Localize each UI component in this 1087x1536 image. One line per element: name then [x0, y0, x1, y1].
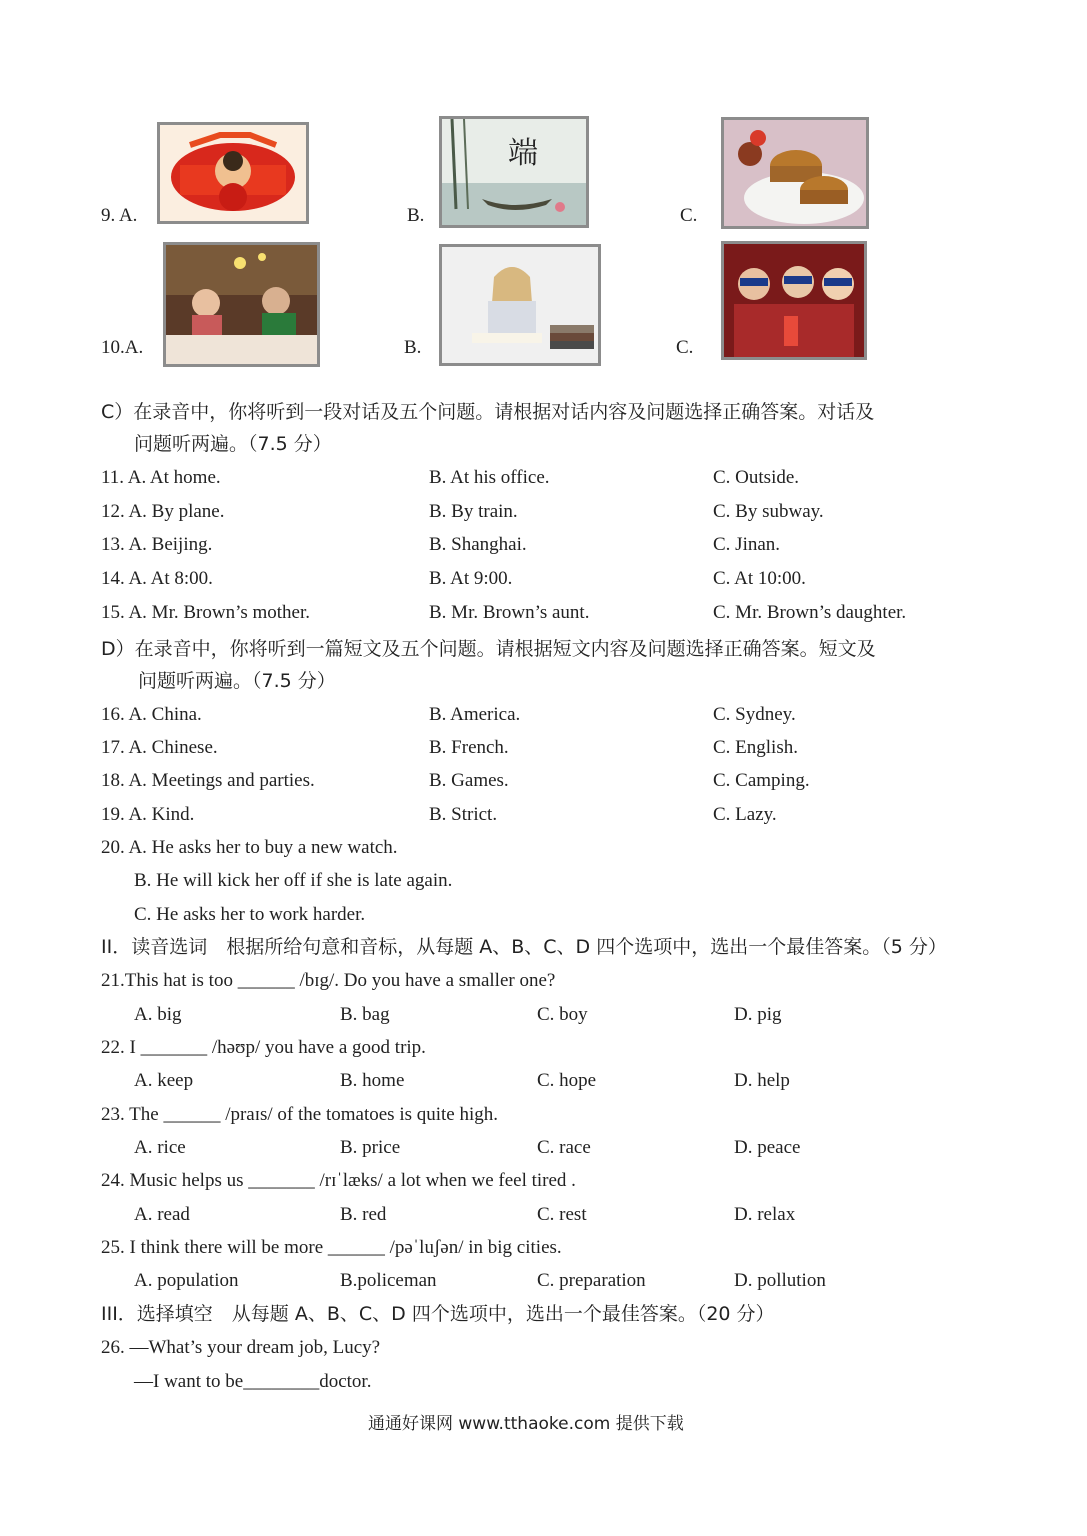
q13-option-a: 13. A. Beijing. [101, 534, 213, 555]
cinema-3d-image [721, 241, 867, 360]
section-d-instruction-cont: 问题听两遍。（7.5 分） [138, 670, 336, 692]
q21-option-c: C. boy [537, 1004, 588, 1025]
q15-option-b: B. Mr. Brown’s aunt. [429, 602, 590, 623]
q21-question: 21.This hat is too ______ /bɪg/. Do you have a smaller one? [101, 970, 556, 991]
q25-option-a: A. population [134, 1270, 239, 1291]
q20-option-b: B. He will kick her off if she is late again. [134, 870, 453, 891]
mooncake-image [721, 117, 869, 229]
spring-festival-image [157, 122, 309, 224]
q22-option-c: C. hope [537, 1070, 597, 1091]
q23-option-b: B. price [340, 1137, 401, 1158]
q11-option-a: 11. A. At home. [101, 467, 221, 488]
q9-option-b-label: B. [407, 205, 425, 226]
q17-option-a: 17. A. Chinese. [101, 737, 218, 758]
section-3-title: III．选择填空 从每题 A、B、C、D 四个选项中，选出一个最佳答案。（20 分） [101, 1303, 775, 1325]
q13-option-c: C. Jinan. [713, 534, 781, 555]
q20-option-a: 20. A. He asks her to buy a new watch. [101, 837, 398, 858]
q23-question: 23. The ______ /praɪs/ of the tomatoes is quite high. [101, 1104, 499, 1125]
q23-option-c: C. race [537, 1137, 591, 1158]
q9-option-c-label: C. [680, 205, 698, 226]
q25-option-c: C. preparation [537, 1270, 646, 1291]
q10-option-c-label: C. [676, 337, 694, 358]
q14-option-b: B. At 9:00. [429, 568, 513, 589]
q22-option-a: A. keep [134, 1070, 194, 1091]
q25-option-b: B.policeman [340, 1270, 437, 1291]
q22-option-b: B. home [340, 1070, 405, 1091]
q16-option-c: C. Sydney. [713, 704, 796, 725]
q24-option-b: B. red [340, 1204, 387, 1225]
q18-option-c: C. Camping. [713, 770, 810, 791]
q16-option-a: 16. A. China. [101, 704, 202, 725]
q11-option-c: C. Outside. [713, 467, 800, 488]
family-dinner-image [163, 242, 320, 367]
q24-option-c: C. rest [537, 1204, 587, 1225]
q22-question: 22. I _______ /həʊp/ you have a good trip. [101, 1037, 426, 1058]
q15-option-a: 15. A. Mr. Brown’s mother. [101, 602, 311, 623]
q17-option-b: B. French. [429, 737, 509, 758]
q18-option-a: 18. A. Meetings and parties. [101, 770, 315, 791]
q23-option-a: A. rice [134, 1137, 186, 1158]
q21-option-d: D. pig [734, 1004, 782, 1025]
q24-question: 24. Music helps us _______ /rɪˈlæks/ a lot when we feel tired . [101, 1170, 576, 1191]
q21-option-a: A. big [134, 1004, 182, 1025]
svg-text:端: 端 [508, 136, 538, 171]
q24-option-d: D. relax [734, 1204, 796, 1225]
q24-option-a: A. read [134, 1204, 190, 1225]
q9-number: 9. A. [101, 205, 138, 226]
q18-option-b: B. Games. [429, 770, 509, 791]
q11-option-b: B. At his office. [429, 467, 550, 488]
q14-option-c: C. At 10:00. [713, 568, 806, 589]
section-c-instruction: C）在录音中，你将听到一段对话及五个问题。请根据对话内容及问题选择正确答案。对话及 [101, 401, 875, 423]
q16-option-b: B. America. [429, 704, 521, 725]
q12-option-b: B. By train. [429, 501, 518, 522]
teacher-reading-image [439, 244, 601, 366]
q19-option-a: 19. A. Kind. [101, 804, 195, 825]
q23-option-d: D. peace [734, 1137, 801, 1158]
q13-option-b: B. Shanghai. [429, 534, 527, 555]
q12-option-c: C. By subway. [713, 501, 824, 522]
dragon-boat-festival-image [439, 116, 589, 228]
q21-option-b: B. bag [340, 1004, 390, 1025]
section-2-title: II．读音选词 根据所给句意和音标，从每题 A、B、C、D 四个选项中，选出一个最佳答案。（5 分） [101, 936, 947, 958]
q14-option-a: 14. A. At 8:00. [101, 568, 213, 589]
q10-option-b-label: B. [404, 337, 422, 358]
q19-option-c: C. Lazy. [713, 804, 777, 825]
q10-number: 10.A. [101, 337, 144, 358]
section-d-instruction: D）在录音中，你将听到一篇短文及五个问题。请根据短文内容及问题选择正确答案。短文及 [101, 638, 876, 660]
q26-question: 26. —What’s your dream job, Lucy? [101, 1337, 381, 1358]
q26-answer-line: —I want to be________doctor. [134, 1371, 372, 1392]
q22-option-d: D. help [734, 1070, 790, 1091]
section-c-instruction-cont: 问题听两遍。（7.5 分） [134, 433, 332, 455]
footer-download-note: 通通好课网 www.tthaoke.com 提供下载 [368, 1414, 684, 1434]
q19-option-b: B. Strict. [429, 804, 498, 825]
q17-option-c: C. English. [713, 737, 798, 758]
q12-option-a: 12. A. By plane. [101, 501, 225, 522]
q20-option-c: C. He asks her to work harder. [134, 904, 366, 925]
q15-option-c: C. Mr. Brown’s daughter. [713, 602, 907, 623]
q25-option-d: D. pollution [734, 1270, 826, 1291]
q25-question: 25. I think there will be more ______ /pəˈluʃən/ in big cities. [101, 1237, 562, 1258]
